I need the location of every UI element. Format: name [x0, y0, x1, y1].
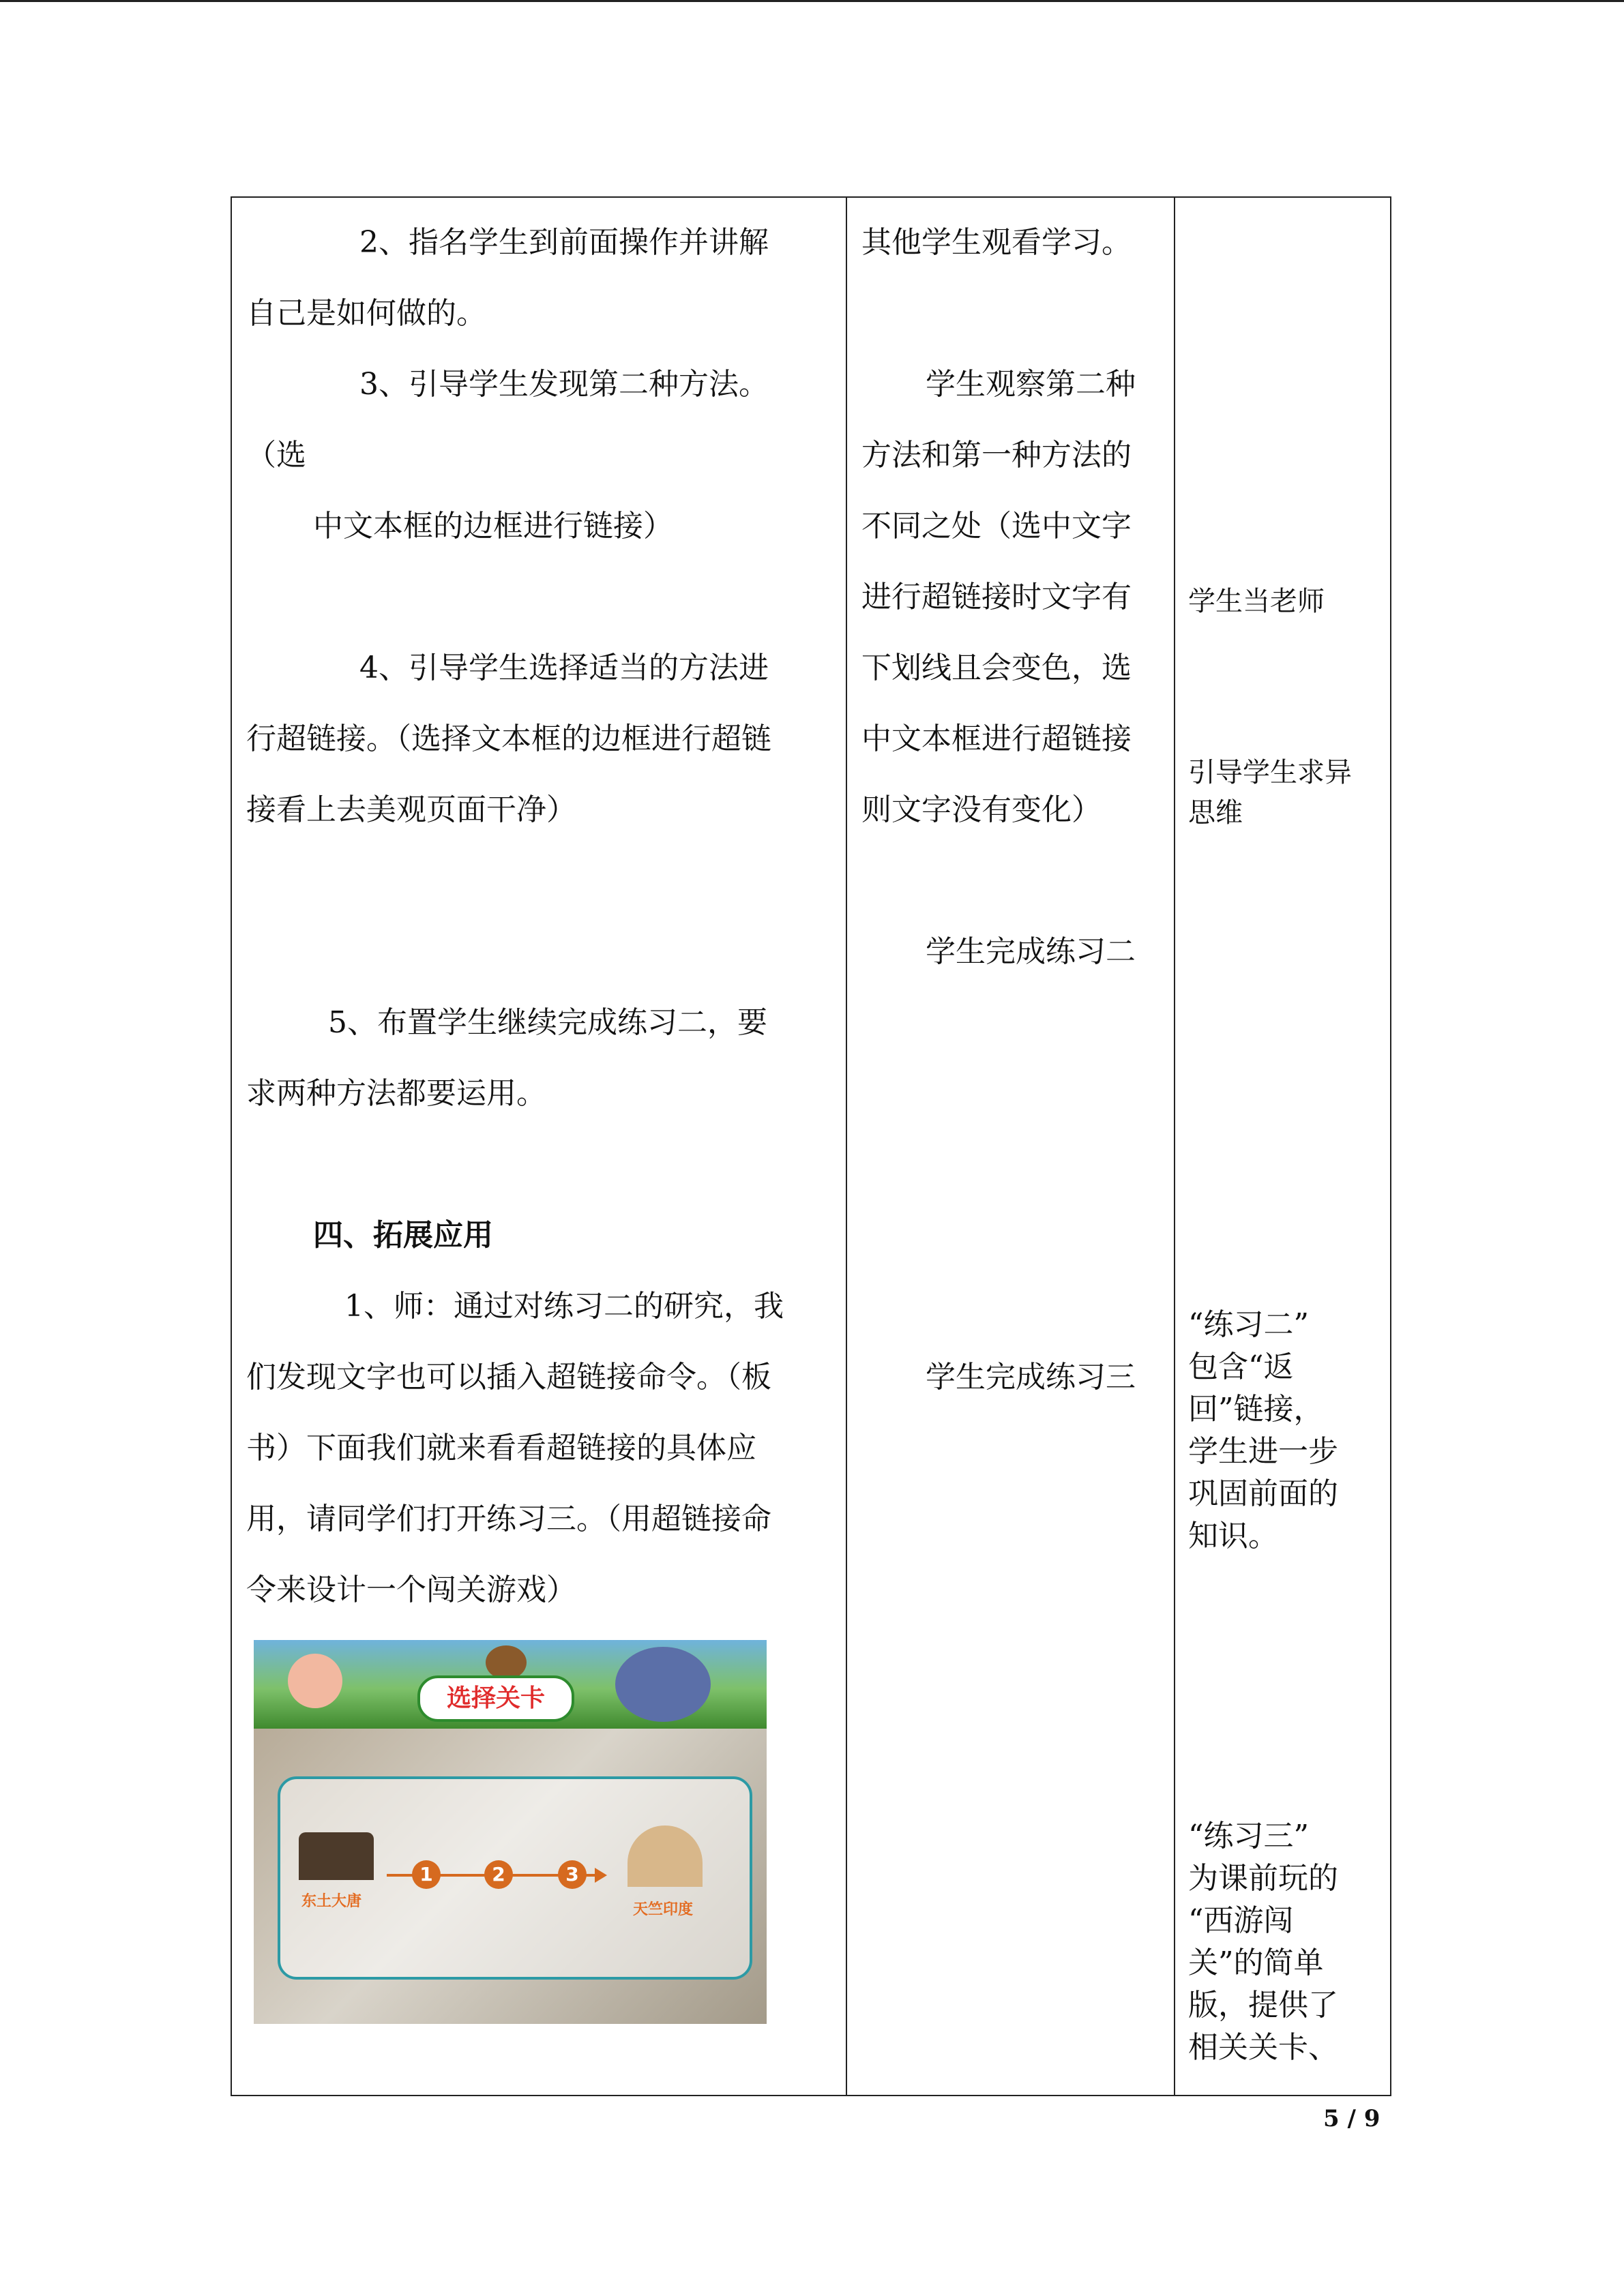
- game-title-banner: 选择关卡: [417, 1675, 574, 1722]
- character-sprite: [486, 1645, 527, 1680]
- col3-line: 学生当老师: [1188, 586, 1325, 617]
- col3-line: 学生进一步: [1188, 1434, 1338, 1469]
- col2-line: 进行超链接时文字有: [861, 580, 1132, 614]
- col1-line: 接看上去美观页面干净）: [246, 792, 576, 827]
- col1-line: 3、引导学生发现第二种方法。: [359, 367, 769, 402]
- col2-line: 学生完成练习二: [926, 934, 1136, 969]
- col2-line: 其他学生观看学习。: [861, 225, 1132, 260]
- col1-line: 书）下面我们就来看看超链接的具体应: [246, 1431, 756, 1465]
- col1-line: 行超链接。（选择文本框的边框进行超链: [246, 721, 771, 756]
- col1-line: 5、布置学生继续完成练习二，要: [328, 1005, 767, 1040]
- col3-line: 版，提供了: [1188, 1988, 1338, 2023]
- col3-line: “西游闯: [1188, 1903, 1294, 1938]
- col3-line: “练习二”: [1188, 1307, 1309, 1342]
- page-top-rule: [0, 0, 1624, 2]
- col3-line: “练习三”: [1188, 1819, 1309, 1853]
- col1-line: 求两种方法都要运用。: [246, 1076, 546, 1111]
- level-node-1[interactable]: 1: [412, 1860, 441, 1889]
- col2-line: 不同之处（选中文字: [861, 509, 1132, 543]
- col2-line: 下划线且会变色，选: [861, 651, 1132, 685]
- col3-line: 关”的简单: [1188, 1945, 1324, 1980]
- col3-line: 为课前玩的: [1188, 1861, 1338, 1896]
- start-label: 东土大唐: [301, 1893, 362, 1910]
- col1-line: 中文本框的边框进行链接）: [313, 509, 673, 543]
- col2-line: 学生完成练习三: [926, 1360, 1136, 1395]
- col3-line: 相关关卡、: [1188, 2030, 1338, 2065]
- col1-line: 用，请同学们打开练习三。（用超链接命: [246, 1502, 771, 1536]
- path-arrow-icon: [595, 1868, 607, 1883]
- col1-line: 1、师：通过对练习二的研究，我: [344, 1289, 784, 1324]
- col3-line: 思维: [1188, 797, 1243, 829]
- col1-line: （选: [246, 438, 306, 473]
- col1-line: 令来设计一个闯关游戏）: [246, 1572, 576, 1607]
- col1-line: 2、指名学生到前面操作并讲解: [359, 225, 769, 260]
- page-number: 5 / 9: [1323, 2105, 1381, 2132]
- character-sprite: [615, 1647, 711, 1722]
- level-node-3[interactable]: 3: [558, 1860, 587, 1889]
- column-divider-2: [1174, 198, 1175, 2095]
- end-label: 天竺印度: [633, 1901, 694, 1918]
- col2-line: 学生观察第二种: [926, 367, 1136, 402]
- col2-line: 方法和第一种方法的: [861, 438, 1132, 473]
- col3-line: 引导学生求异: [1188, 757, 1352, 788]
- col2-line: 中文本框进行超链接: [861, 721, 1132, 756]
- start-building-icon: [299, 1832, 374, 1880]
- col3-line: 巩固前面的: [1188, 1476, 1338, 1511]
- col3-line: 知识。: [1188, 1519, 1278, 1553]
- col1-line: 们发现文字也可以插入超链接命令。（板: [246, 1360, 771, 1395]
- section-heading: 四、拓展应用: [313, 1218, 493, 1253]
- col1-line: 4、引导学生选择适当的方法进: [359, 651, 769, 685]
- character-sprite: [288, 1654, 342, 1708]
- column-divider-1: [846, 198, 847, 2095]
- level-node-2[interactable]: 2: [484, 1860, 513, 1889]
- col3-line: 回”链接，: [1188, 1392, 1324, 1427]
- col1-line: 自己是如何做的。: [246, 296, 486, 331]
- game-level-select-image: [254, 1640, 767, 2024]
- col3-line: 包含“返: [1188, 1350, 1294, 1384]
- col2-line: 则文字没有变化）: [861, 792, 1102, 827]
